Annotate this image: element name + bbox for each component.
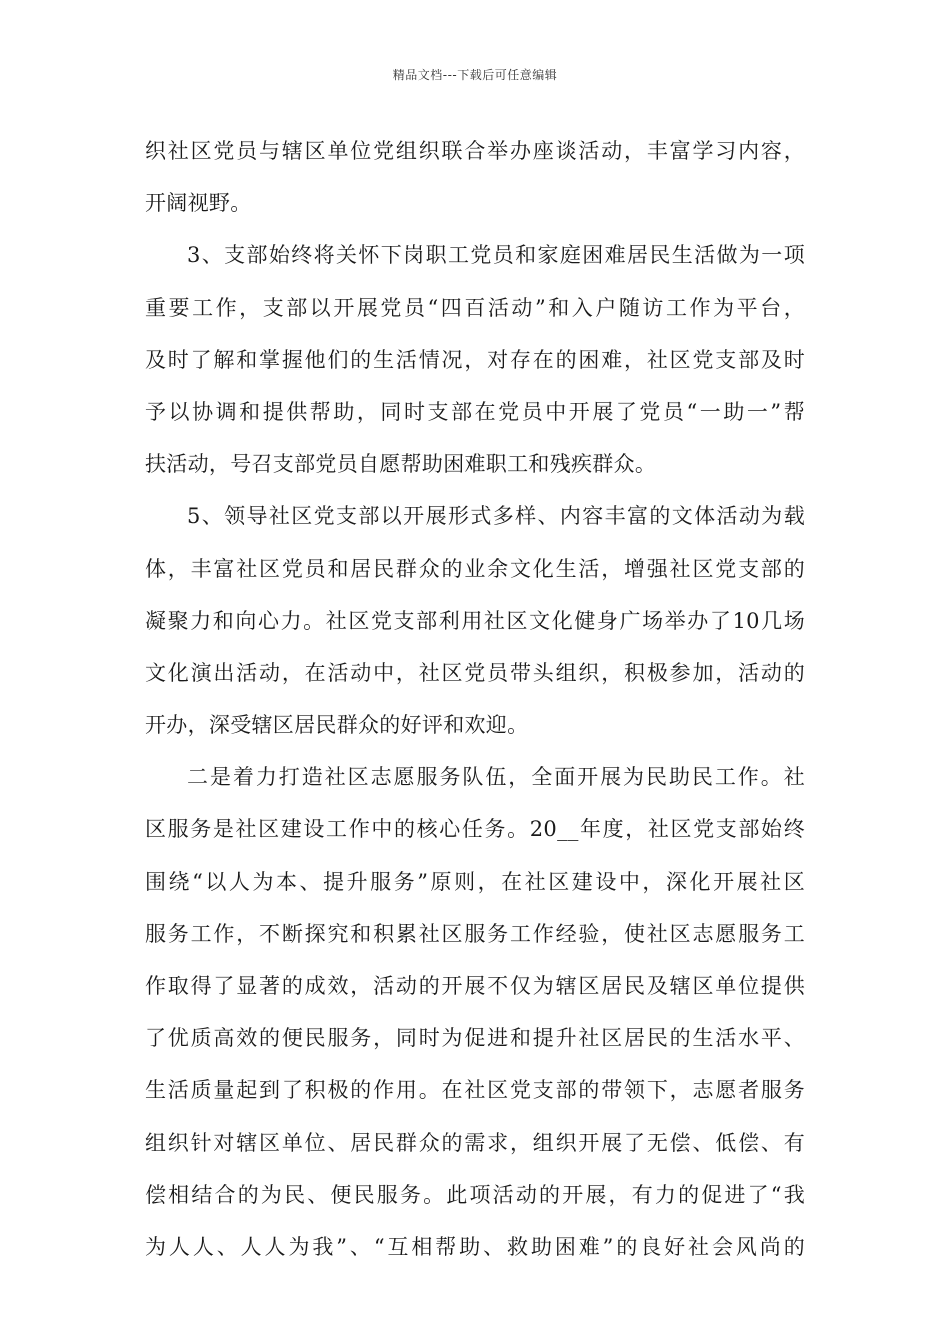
text-line: 予以协调和提供帮助，同时支部在党员中开展了党员“一助一”帮	[145, 399, 805, 424]
text-line: 开办，深受辖区居民群众的好评和欢迎。	[145, 713, 529, 738]
text-line: 开阔视野。	[145, 191, 252, 216]
text-line: 区服务是社区建设工作中的核心任务。20__年度，社区党支部始终	[145, 817, 805, 842]
page-header: 精品文档---下载后可任意编辑	[392, 68, 558, 82]
text-line: 扶活动，号召支部党员自愿帮助困难职工和残疾群众。	[145, 452, 657, 477]
text-line: 5、领导社区党支部以开展形式多样、内容丰富的文体活动为载	[187, 504, 805, 529]
text-line: 体，丰富社区党员和居民群众的业余文化生活，增强社区党支部的	[145, 556, 805, 581]
text-line: 织社区党员与辖区单位党组织联合举办座谈活动，丰富学习内容，	[145, 139, 805, 163]
text-line: 凝聚力和向心力。社区党支部利用社区文化健身广场举办了10几场	[145, 608, 805, 633]
document-body	[145, 125, 805, 1273]
text-line: 二是着力打造社区志愿服务队伍，全面开展为民助民工作。社	[187, 765, 805, 790]
text-line: 围绕“以人为本、提升服务”原则，在社区建设中，深化开展社区	[145, 869, 805, 894]
text-line: 生活质量起到了积极的作用。在社区党支部的带领下，志愿者服务	[145, 1078, 805, 1103]
text-line: 为人人、人人为我”、“互相帮助、救助困难”的良好社会风尚的	[145, 1234, 805, 1259]
text-line: 服务工作，不断探究和积累社区服务工作经验，使社区志愿服务工	[145, 921, 805, 946]
text-line: 了优质高效的便民服务，同时为促进和提升社区居民的生活水平、	[145, 1026, 805, 1051]
text-line: 3、支部始终将关怀下岗职工党员和家庭困难居民生活做为一项	[187, 243, 805, 268]
text-line: 偿相结合的为民、便民服务。此项活动的开展，有力的促进了“我	[145, 1182, 805, 1207]
text-line: 重要工作，支部以开展党员“四百活动”和入户随访工作为平台，	[145, 295, 805, 320]
text-line: 作取得了显著的成效，活动的开展不仅为辖区居民及辖区单位提供	[145, 974, 805, 998]
text-line: 及时了解和掌握他们的生活情况，对存在的困难，社区党支部及时	[145, 347, 805, 372]
text-line: 文化演出活动，在活动中，社区党员带头组织，积极参加，活动的	[145, 660, 805, 685]
text-line: 组织针对辖区单位、居民群众的需求，组织开展了无偿、低偿、有	[145, 1130, 805, 1155]
